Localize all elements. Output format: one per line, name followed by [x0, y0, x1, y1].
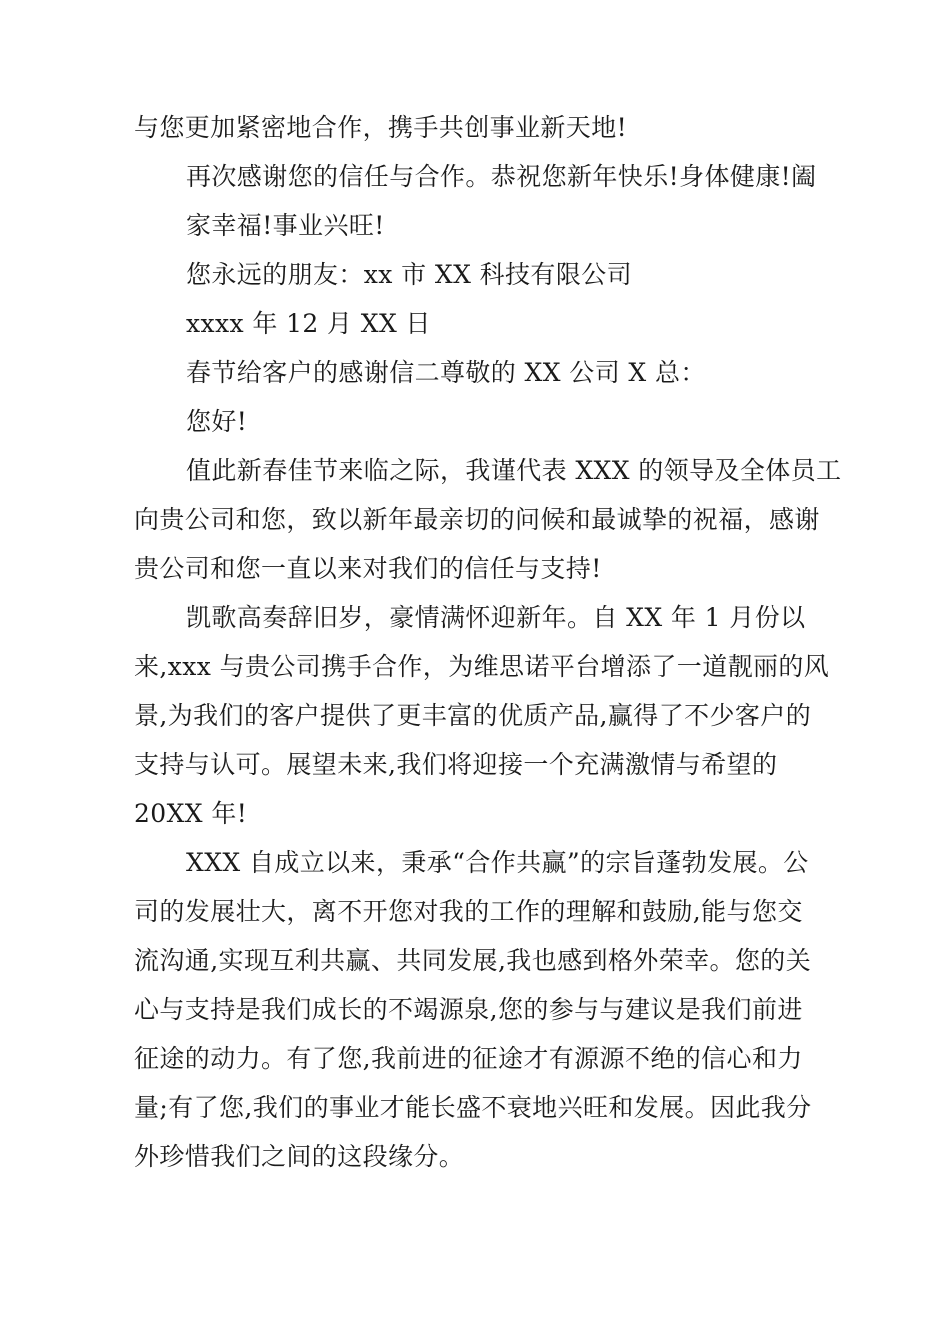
text-line: XXX 自成立以来，秉承“合作共赢”的宗旨蓬勃发展。公: [186, 848, 809, 877]
text-line: 您好!: [186, 407, 248, 436]
text-line: 司的发展壮大，离不开您对我的工作的理解和鼓励,能与您交: [134, 897, 803, 926]
text-line: 流沟通,实现互利共赢、共同发展,我也感到格外荣幸。您的关: [134, 946, 812, 975]
text-line: 家幸福!事业兴旺!: [186, 211, 385, 240]
text-line: 向贵公司和您，致以新年最亲切的问候和最诚挚的祝福，感谢: [134, 505, 820, 534]
text-line: 20XX 年!: [134, 799, 248, 828]
text-line: 量;有了您,我们的事业才能长盛不衰地兴旺和发展。因此我分: [134, 1093, 812, 1122]
text-line: 您永远的朋友：xx 市 XX 科技有限公司: [186, 260, 633, 289]
text-line: 值此新春佳节来临之际，我谨代表 XXX 的领导及全体员工: [186, 456, 842, 485]
text-line: 凯歌高奏辞旧岁，豪情满怀迎新年。自 XX 年 1 月份以: [186, 603, 806, 632]
text-line: 外珍惜我们之间的这段缘分。: [134, 1142, 465, 1171]
text-line: 春节给客户的感谢信二尊敬的 XX 公司 X 总：: [186, 358, 706, 387]
text-line: 景,为我们的客户提供了更丰富的优质产品,赢得了不少客户的: [134, 701, 812, 730]
text-line: 心与支持是我们成长的不竭源泉,您的参与与建议是我们前进: [134, 995, 803, 1024]
text-line: 支持与认可。展望未来,我们将迎接一个充满激情与希望的: [134, 750, 778, 779]
text-line: 来,xxx 与贵公司携手合作，为维思诺平台增添了一道靓丽的风: [134, 652, 830, 681]
text-line: 再次感谢您的信任与合作。恭祝您新年快乐!身体健康!阖: [186, 162, 817, 191]
text-line: xxxx 年 12 月 XX 日: [186, 309, 431, 338]
text-line: 与您更加紧密地合作，携手共创事业新天地!: [134, 113, 628, 142]
text-line: 征途的动力。有了您,我前进的征途才有源源不绝的信心和力: [134, 1044, 803, 1073]
text-line: 贵公司和您一直以来对我们的信任与支持!: [134, 554, 602, 583]
